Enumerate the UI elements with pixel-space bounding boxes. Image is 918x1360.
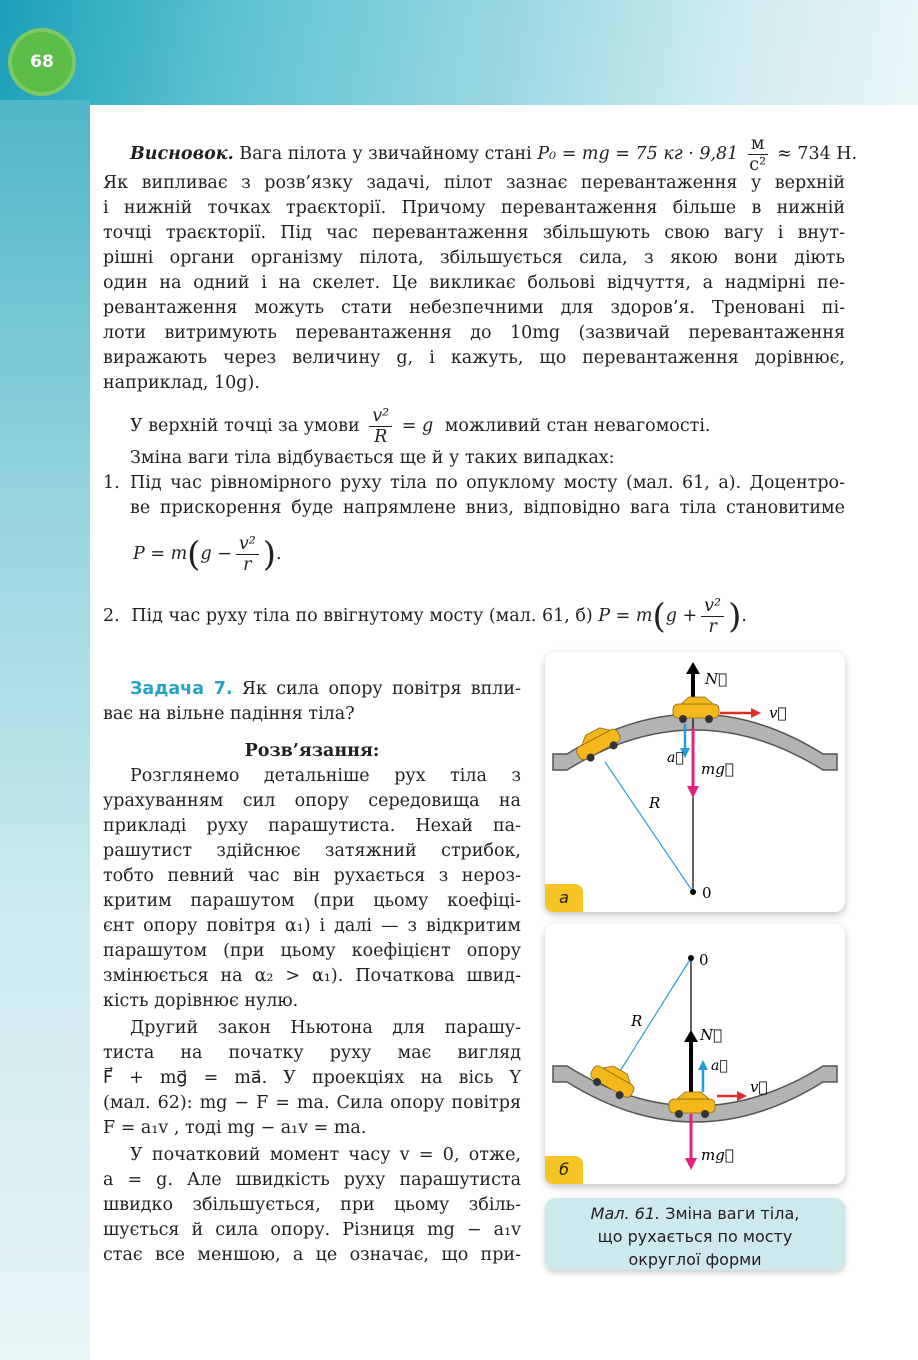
text-line: Як випливає з розв’язку задачі, пілот зазнає перевантаження у верхній — [103, 173, 845, 193]
paragraph-overload — [103, 171, 845, 396]
text-line: Розглянемо детальніше рух тіла з — [130, 766, 521, 786]
radius-label: R — [631, 1012, 643, 1030]
task-question: Як сила опору повітря впли- — [241, 679, 521, 699]
figure-61a — [545, 652, 845, 912]
formula-lhs: P = m — [133, 544, 188, 564]
acceleration-label: a⃗ — [711, 1058, 728, 1074]
text-line: F⃗ + mg⃗ = ma⃗. У проекціях на вісь Y — [103, 1068, 521, 1088]
caption-line-3: округлої форми — [628, 1250, 762, 1269]
acceleration-label: a⃗ — [667, 750, 684, 766]
conclusion-result: ≈ 734 Н. — [777, 144, 858, 164]
conclusion-formula: P₀ = mg = 75 кг · 9,81 — [537, 144, 739, 164]
text-line: a = g. Але швидкість руху парашутиста — [103, 1170, 521, 1190]
formula-lhs: P = m — [598, 606, 653, 626]
text-line: рішні органи організму пілота, збільшується сила, з якою вони діють — [103, 248, 845, 268]
gravity-label: mg⃗ — [701, 1146, 734, 1164]
text-line: один на одний і на скелет. Це викликає больові відчуття, а надмірні пе- — [103, 273, 845, 293]
text-line: урахуванням сил опору середовища на — [103, 791, 521, 811]
concave-bridge-diagram — [545, 924, 845, 1184]
units-fraction: $\frac{м}{\text{с²}}$ — [749, 134, 767, 175]
conclusion-lead: Висновок. — [130, 144, 234, 164]
text-line: шується й сила опору. Різниця mg − a₁v — [103, 1220, 521, 1240]
text-line: прикладі руху парашутиста. Нехай па- — [103, 816, 521, 836]
text-line: виражають через величину g, і кажуть, що перевантаження дорівнює, — [103, 348, 845, 368]
text-line: лоти витримують перевантаження до 10mg (зазвичай перевантаження — [103, 323, 845, 343]
radius-line — [617, 958, 691, 1076]
center-point — [690, 889, 696, 895]
text-line: ває на вільне падіння тіла? — [103, 704, 355, 724]
weightless-after: можливий стан невагомості. — [444, 416, 711, 436]
header-banner — [0, 0, 918, 118]
text-line: рашутист здійснює затяжний стрибок, — [103, 841, 521, 861]
conclusion-text: Вага пілота у звичайному стані — [239, 144, 532, 164]
task-label: Задача 7. — [130, 679, 233, 699]
weightless-eq: = g — [401, 416, 434, 436]
page-number-badge: 68 — [12, 32, 72, 92]
case-2-line: 2. Під час руху тіла по ввігнутому мосту (мал. 61, б) P = m(g + $\frac{\text{v²}}{r}$ ). — [103, 596, 747, 637]
center-label: 0 — [699, 951, 709, 969]
text-line: Під час рівномірного руху тіла по опуклому мосту (мал. 61, а). Доцентро- — [130, 473, 845, 493]
text-line: ревантаження можуть стати небезпечними для здоров’я. Треновані пі- — [103, 298, 845, 318]
text-line: ве прискорення буде напрямлене вниз, відповідно вага тіла становитиме — [130, 498, 845, 518]
text-line: кість дорівнює нулю. — [103, 991, 299, 1011]
figure-61b — [545, 924, 845, 1184]
text-line: наприклад, 10g). — [103, 373, 260, 393]
formula-end: . — [741, 606, 747, 626]
text-line: і нижній точках траєкторії. Причому перевантаження більше в нижній — [103, 198, 845, 218]
gravity-label: mg⃗ — [701, 760, 734, 778]
text-line: F = a₁v , тоді mg − a₁v = ma. — [103, 1118, 367, 1138]
caption-line-2: що рухається по мосту — [597, 1227, 793, 1246]
figure-b-label: б — [545, 1156, 583, 1184]
weightless-line — [130, 400, 850, 452]
solution-heading: Розв’язання: — [244, 741, 380, 761]
cases-intro: Зміна ваги тіла відбувається ще й у таких випадках: — [130, 448, 615, 468]
v2-over-r: $\frac{\text{v²}}{r}$ — [701, 596, 724, 637]
center-label: 0 — [702, 884, 712, 902]
case-2-text: Під час руху тіла по ввігнутому мосту (мал. 61, б) — [131, 606, 593, 626]
figure-a-label: а — [545, 884, 583, 912]
text-line: тиста на початку руху має вигляд — [103, 1043, 521, 1063]
task-7 — [103, 677, 521, 1268]
text-line: парашутом (при цьому коефіцієнт опору — [103, 941, 521, 961]
text-line: (мал. 62): mg − F = ma. Сила опору повітря — [103, 1093, 521, 1113]
text-line: тобто певний час він рухається з нероз- — [103, 866, 521, 886]
text-line — [103, 677, 521, 702]
formula-inner: g − — [200, 544, 232, 564]
text-line: критим парашутом (при цьому коефіці- — [103, 891, 521, 911]
caption-text: Зміна ваги тіла, — [665, 1204, 800, 1223]
radius-label: R — [649, 794, 661, 812]
velocity-label: v⃗ — [750, 1078, 768, 1096]
v2-over-r: $\frac{\text{v²}}{r}$ — [236, 534, 259, 575]
text-line: Другий закон Ньютона для парашу- — [130, 1018, 521, 1038]
text-line: точці траєкторії. Під час перевантаження збільшують свою вагу і внут- — [103, 223, 845, 243]
normal-force-label: N⃗ — [705, 670, 728, 688]
case-1-formula: P = m(g − $\frac{\text{v²}}{r}$ ). — [133, 534, 282, 575]
text-line: змінюється на α₂ > α₁). Початкова швид- — [103, 966, 521, 986]
text-line: швидко збільшується, при цьому збіль- — [103, 1195, 521, 1215]
normal-force-label: N⃗ — [700, 1026, 723, 1044]
side-panel — [0, 100, 90, 1360]
v2-over-R: $\frac{\text{v²}}{R}$ — [369, 406, 392, 447]
velocity-label: v⃗ — [769, 704, 787, 722]
case-2-number: 2. — [103, 606, 120, 626]
figure-caption — [545, 1198, 845, 1270]
case-1-number: 1. — [103, 473, 120, 493]
center-point — [688, 955, 694, 961]
text-line: єнт опору повітря α₁) і далі — з відкритим — [103, 916, 521, 936]
radius-line — [605, 762, 693, 892]
formula-inner: g + — [665, 606, 698, 626]
text-line: стає все меншою, а це означає, що при- — [103, 1245, 521, 1265]
weightless-before: У верхній точці за умови — [130, 416, 360, 436]
convex-bridge-diagram — [545, 652, 845, 912]
text-line: У початковий момент часу v = 0, отже, — [130, 1145, 521, 1165]
caption-line-1 — [545, 1202, 845, 1225]
caption-lead: Мал. 61. — [590, 1204, 661, 1223]
case-1-text — [130, 471, 845, 521]
formula-end: . — [276, 544, 282, 564]
